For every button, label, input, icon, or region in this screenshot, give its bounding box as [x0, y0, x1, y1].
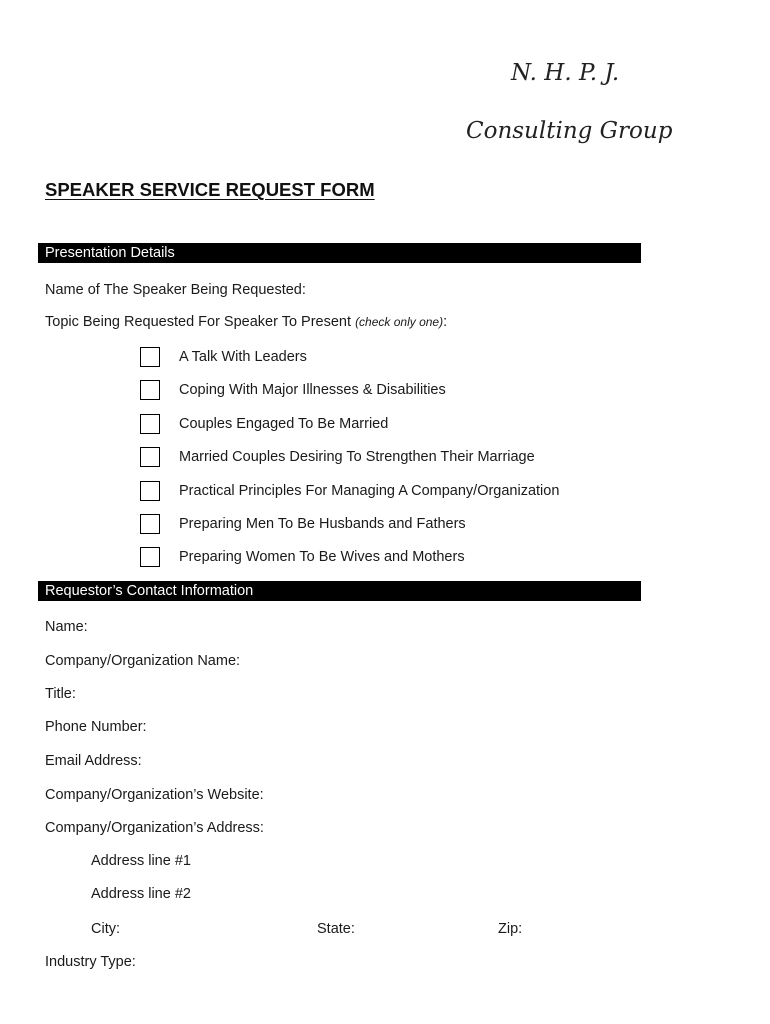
topic-note: (check only one) [355, 315, 444, 329]
topic-option-illnesses[interactable] [140, 378, 446, 402]
speaker-name-label: Name of The Speaker Being Requested: [45, 282, 306, 298]
checkbox[interactable] [140, 347, 160, 367]
state-label: State: [317, 921, 355, 937]
topic-label [45, 314, 447, 330]
topic-option-label: Preparing Women To Be Wives and Mothers [179, 549, 465, 565]
phone-number-label: Phone Number: [45, 719, 147, 735]
job-title-label: Title: [45, 686, 76, 702]
industry-type-label: Industry Type: [45, 954, 136, 970]
topic-option-label: Practical Principles For Managing A Company/Organization [179, 483, 560, 499]
topic-option-engaged-couples[interactable] [140, 412, 388, 436]
topic-option-label: A Talk With Leaders [179, 349, 307, 365]
topic-option-label: Married Couples Desiring To Strengthen Their Marriage [179, 449, 535, 465]
zip-label: Zip: [498, 921, 523, 937]
topic-option-leaders[interactable] [140, 345, 307, 369]
organization-name-line-2: Consulting Group [466, 118, 673, 144]
checkbox[interactable] [140, 481, 160, 501]
topic-option-label: Couples Engaged To Be Married [179, 416, 389, 432]
website-label: Company/Organization’s Website: [45, 787, 264, 803]
presentation-details-header: Presentation Details [38, 243, 641, 263]
company-name-label: Company/Organization Name: [45, 653, 241, 669]
contact-information-header: Requestor’s Contact Information [38, 581, 641, 601]
address-line-2-label: Address line #2 [91, 886, 191, 902]
requestor-name-label: Name: [45, 619, 88, 635]
checkbox[interactable] [140, 447, 160, 467]
topic-option-men[interactable] [140, 512, 466, 536]
topic-option-label: Preparing Men To Be Husbands and Fathers [179, 516, 466, 532]
organization-name-line-1: N. H. P. J. [511, 60, 620, 86]
checkbox[interactable] [140, 414, 160, 434]
topic-option-married-couples[interactable] [140, 445, 535, 469]
topic-colon: : [443, 314, 448, 330]
address-label: Company/Organization’s Address: [45, 820, 264, 836]
topic-option-label: Coping With Major Illnesses & Disabilities [179, 382, 446, 398]
checkbox[interactable] [140, 547, 160, 567]
form-title: SPEAKER SERVICE REQUEST FORM [45, 179, 375, 200]
topic-option-women[interactable] [140, 545, 465, 569]
checkbox[interactable] [140, 380, 160, 400]
checkbox[interactable] [140, 514, 160, 534]
address-line-1-label: Address line #1 [91, 853, 191, 869]
city-label: City: [91, 921, 120, 937]
topic-option-managing[interactable] [140, 479, 559, 503]
email-address-label: Email Address: [45, 753, 142, 769]
topic-label-text: Topic Being Requested For Speaker To Present [45, 314, 352, 330]
